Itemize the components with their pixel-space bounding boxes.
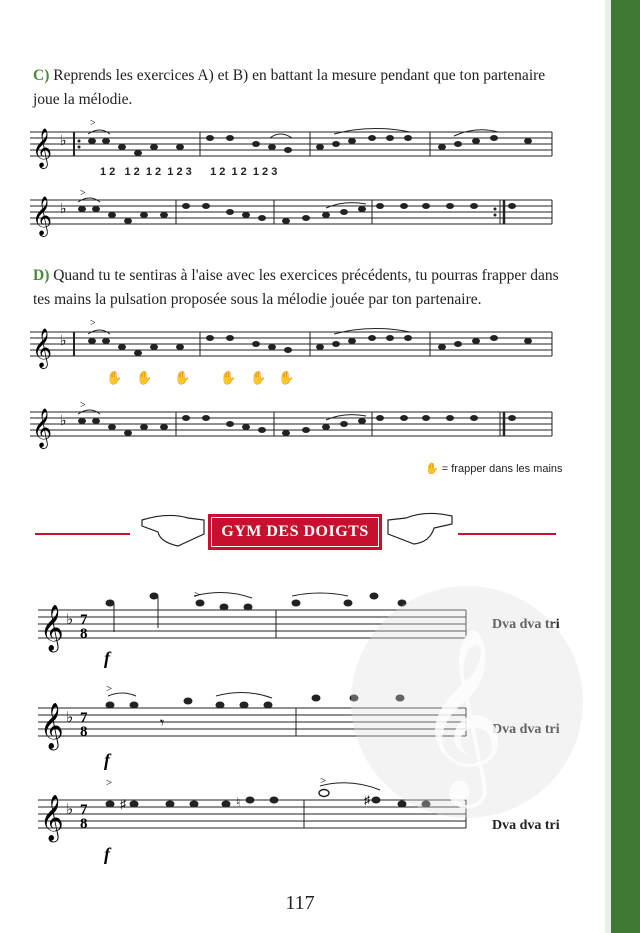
svg-text:✋: ✋ xyxy=(278,371,295,386)
svg-text:♭: ♭ xyxy=(60,333,67,349)
svg-text:♭: ♭ xyxy=(66,610,74,628)
clap-legend-text: = frapper dans les mains xyxy=(441,463,563,475)
svg-text:>: > xyxy=(90,118,96,129)
svg-text:f: f xyxy=(104,750,110,770)
svg-text:𝄾: 𝄾 xyxy=(160,715,165,732)
section-d-label: D) xyxy=(33,267,50,284)
hand-clap-icon: ✋ xyxy=(106,371,123,386)
svg-text:8: 8 xyxy=(80,816,88,832)
svg-text:♭: ♭ xyxy=(60,201,67,217)
svg-text:𝄞: 𝄞 xyxy=(32,408,53,448)
svg-text:♯: ♯ xyxy=(120,797,126,811)
banner-line-right xyxy=(458,533,556,535)
svg-text:𝄞: 𝄞 xyxy=(40,795,64,841)
svg-text:7: 7 xyxy=(80,612,88,628)
svg-text:♯: ♯ xyxy=(364,793,370,807)
svg-text:8: 8 xyxy=(80,626,88,642)
green-side-bar xyxy=(611,0,640,933)
music-staff-d1 xyxy=(30,318,555,388)
svg-text:f: f xyxy=(104,844,110,864)
pointing-hand-right-icon xyxy=(386,506,456,550)
svg-text:>: > xyxy=(90,318,96,329)
svg-text:♭: ♭ xyxy=(60,413,67,429)
svg-text:>: > xyxy=(320,776,327,787)
svg-text:𝄞: 𝄞 xyxy=(40,605,64,651)
gym-label-1: Dva dva tri xyxy=(492,617,560,632)
pointing-hand-left-icon xyxy=(138,506,206,550)
section-c-label: C) xyxy=(33,67,50,84)
svg-text:𝄞: 𝄞 xyxy=(32,128,53,168)
svg-text:7: 7 xyxy=(80,710,88,726)
beat-counts: 1 2 1 2 1 2 1 2 3 1 2 1 2 1 2 3 xyxy=(100,166,278,178)
svg-text:>: > xyxy=(106,684,113,695)
svg-text:✋: ✋ xyxy=(250,371,267,386)
svg-text:>: > xyxy=(80,400,86,411)
gym-label-2: Dva dva tri xyxy=(492,722,560,737)
svg-text:♭: ♭ xyxy=(60,133,67,149)
svg-text:♭: ♭ xyxy=(66,800,74,818)
page-number: 117 xyxy=(285,892,315,914)
svg-text:𝄞: 𝄞 xyxy=(40,703,64,749)
hand-clap-icon: ✋ xyxy=(425,463,439,475)
banner-line-left xyxy=(35,533,130,535)
section-d-text xyxy=(33,264,573,312)
section-d-body: Quand tu te sentiras à l'aise avec les exercices précédents, tu pourras frapper dans tes mains la pulsation proposée sous la mélodie jouée par ton partenaire. xyxy=(33,267,559,308)
section-c-text xyxy=(33,64,573,112)
svg-text:𝄞: 𝄞 xyxy=(32,328,53,368)
music-staff-c2 xyxy=(30,188,555,244)
svg-text:✋: ✋ xyxy=(174,371,191,386)
section-banner: GYM DES DOIGTS xyxy=(208,514,382,550)
watermark-logo xyxy=(345,580,590,825)
svg-text:7: 7 xyxy=(80,802,88,818)
svg-text:>: > xyxy=(194,589,201,601)
svg-text:>: > xyxy=(80,188,86,199)
section-c-body: Reprends les exercices A) et B) en battant la mesure pendant que ton partenaire joue la mélodie. xyxy=(33,67,546,108)
music-staff-d2 xyxy=(30,400,555,456)
svg-text:✋: ✋ xyxy=(220,371,237,386)
forte-mark: f xyxy=(104,648,110,668)
gym-label-3: Dva dva tri xyxy=(492,818,560,833)
svg-text:✋: ✋ xyxy=(136,371,153,386)
svg-text:>: > xyxy=(106,777,113,789)
banner-border xyxy=(211,517,379,547)
svg-text:𝄞: 𝄞 xyxy=(32,196,53,236)
svg-text:♭: ♭ xyxy=(66,708,74,726)
svg-text:𝄞: 𝄞 xyxy=(417,627,506,801)
svg-text:8: 8 xyxy=(80,724,88,740)
clap-legend xyxy=(425,462,563,475)
svg-text:♮: ♮ xyxy=(236,795,241,809)
